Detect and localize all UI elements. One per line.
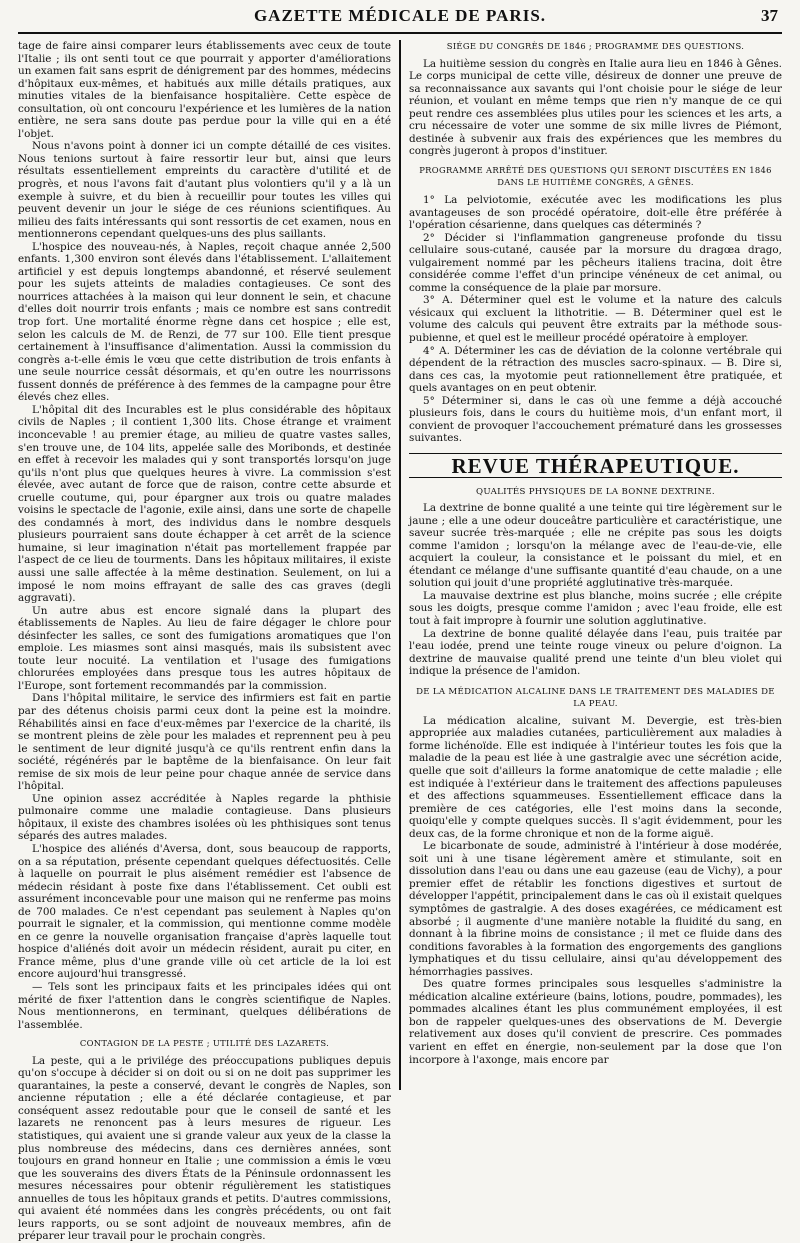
paragraph: — Tels sont les principaux faits et les principales idées qui ont mérité de fixer l'attention dans le congrès scientifique de Naples. Nous mentionnerons, en terminant, quelques délibérations de l'assemblée. xyxy=(18,981,392,1031)
masthead xyxy=(18,4,782,34)
question-item: 1° La pelviotomie, exécutée avec les modifications les plus avantageuses de son procédé opératoire, doit-elle être préférée à l'opération césarienne, dans quelques cas déterminés ? xyxy=(408,194,782,232)
paragraph: Un autre abus est encore signalé dans la plupart des établissements de Naples. Au lieu de faire dégager le chlore pour désinfecter les salles, ce sont des fumigations aromatiques que l'on emploie. Les miasmes sont ainsi masqués, mais ils subsistent avec toute leur nocuité. La ventilation et l'usage des fumigations chlorurées employées dans presque tous les autres hôpitaux de l'Europe, sont fortement recommandés par la commission. xyxy=(18,604,392,692)
page-number: 37 xyxy=(761,6,778,25)
question-item: 4° A. Déterminer les cas de déviation de la colonne vertébrale qui dépendent de la rétraction des muscles sacro-spinaux. — B. Dire si, dans ces cas, la myotomie peut rationnellement être pratiquée, et quels avantages on en peut obtenir. xyxy=(408,344,782,395)
paragraph: La médication alcaline, suivant M. Devergie, est très-bien appropriée aux maladies cutanées, particulièrement aux maladies à forme lichénoïde. Elle est indiquée à l'intérieur toutes les fois que la maladie de la peau est liée à une gastralgie avec une sécrétion acide, quelle que soit d'ailleurs la forme anatomique de cette maladie ; elle est indiquée à l'extérieur dans le traitement des affections papuleuses et des affections squammeuses. Essentiellement efficace dans la première de ces catégories, elle l'est moins dans la seconde, quoiqu'elle y compte quelques succès. Il s'agit évidemment, pour les deux cas, de la forme chronique et non de la forme aiguë. xyxy=(408,714,782,840)
paragraph: L'hôpital dit des Incurables est le plus considérable des hôpitaux civils de Naples ; il contient 1,300 lits. Chose étrange et vraiment inconcevable ! au premier étage, au milieu de quatre vastes salles, s'en trouve une, de 104 lits, appelée salle des Moribonds, et destinée en effet à recevoir les malades qui y sont transportés lorsqu'on juge qu'ils n'ont plus que quelques heures à vivre. La commission s'est élevée, avec autant de force que de raison, contre cette absurde et cruelle coutume, qui, pour épargner aux trois ou quatre malades voisins le spectacle de l'agonie, exile ainsi, dans une sorte de chapelle des condamnés à mort, des individus dans le nombre desquels plusieurs pourraient sans doute échapper à cet arrêt de la science humaine, si leur imagination n'était pas mortellement frappée par l'aspect de ce lieu de tourments. Dans les hôpitaux militaires, il existe aussi une salle affectée à la même destination. Seulement, on lui a imposé le nom moins effrayant de salle des cas graves (degli aggravati). xyxy=(18,403,392,605)
paragraph: Dans l'hôpital militaire, le service des infirmiers est fait en partie par des détenus choisis parmi ceux dont la peine est la moindre. Réhabilités ainsi en face d'eux-mêmes par l'exercice de la charité, ils se montrent pleins de zèle pour les malades et reprennent peu à peu le sentiment de leur dignité jusqu'à ce qu'ils rentrent enfin dans la société, régénérés par le baptême de la bienfaisance. On leur fait remise de six mois de leur peine pour chaque année de service dans l'hôpital. xyxy=(18,692,392,793)
question-item: 2° Décider si l'inflammation gangreneuse profonde du tissu cellulaire sous-cutané, causée par la morsure du dragœa drago, vulgairement nommé par les pêcheurs italiens tracina, doit être considérée comme l'effet d'un principe vénéneux de cet animal, ou comme la conséquence de la plaie par morsure. xyxy=(408,231,782,294)
paragraph: Nous n'avons point à donner ici un compte détaillé de ces visites. Nous tenions surtout à faire ressortir leur but, ainsi que leurs résultats essentiellement empreints du caractère d'utilité et de progrès, et nous l'avons fait d'autant plus volontiers qu'il y a là un exemple à suivre, et du bien à recueillir pour toutes les villes qui peuvent devenir un jour le siége de ces réunions scientifiques. Au milieu des faits intéressants qui sont ressortis de cet examen, nous en mentionnerons cependant quelques-uns des plus saillants. xyxy=(18,140,392,241)
paragraph: tage de faire ainsi comparer leurs établissements avec ceux de toute l'Italie ; ils ont senti tout ce que pourrait y apporter d'améliorations un examen fait sans esprit de dénigrement par des hommes, médecins d'hôpitaux eux-mêmes, et habitués aux mille détails pratiques, aux minuties vitales de la bienfaisance hospitalière. Cette espèce de consultation, où ont concouru l'expérience et les lumières de la nation entière, ne sera sans doute pas perdue pour la ville qui en a été l'objet. xyxy=(18,40,392,140)
paragraph: Le bicarbonate de soude, administré à l'intérieur à dose modérée, soit uni à une tisane légèrement amère et stimulante, soit en dissolution dans l'eau ou dans une eau gazeuse (eau de Vichy), a pour premier effet de rétablir les fonctions digestives et surtout de développer l'appétit, principalement dans le cas où il existait quelques symptômes de gastralgie. A des doses exagérées, ce médicament est absorbé ; il augmente d'une manière notable la fluidité du sang, en donnant à la fibrine moins de consistance ; il met ce fluide dans des conditions favorables à la formation des engorgements des ganglions lymphatiques et du tissu cellulaire, ainsi qu'au développement des hémorrhagies passives. xyxy=(408,840,782,978)
paragraph: L'hospice des nouveau-nés, à Naples, reçoit chaque année 2,500 enfants. 1,300 environ sont élevés dans l'établissement. L'allaitement artificiel y est depuis longtemps abandonné, et réservé seulement pour les sujets atteints de maladies contagieuses. Ce sont des nourrices attachées à la maison qui leur donnent le sein, et chacune d'elles doit nourrir trois enfants ; mais ce nombre est sans contredit trop fort. Une mortalité énorme règne dans cet hospice ; elle est, selon les calculs de M. de Renzi, de 77 sur 100. Elle tient presque certainement à l'insuffisance d'alimentation. Aussi la commission du congrès a-t-elle émis le vœu que cette distribution de trois enfants à une seule nourrice cessât désormais, et qu'en outre les nourrissons fussent donnés de préférence à des femmes de la campagne pour être élevés chez elles. xyxy=(18,240,392,404)
question-item: 5° Déterminer si, dans le cas où une femme a déjà accouché plusieurs fois, dans le cours du huitième mois, d'un enfant mort, il convient de provoquer l'accouchement prématuré dans les grossesses suivantes. xyxy=(408,394,782,445)
paragraph: Une opinion assez accréditée à Naples regarde la phthisie pulmonaire comme une maladie contagieuse. Dans plusieurs hôpitaux, il existe des chambres isolées où les phthisiques sont tenus séparés des autres malades. xyxy=(18,792,392,843)
paragraph: La dextrine de bonne qualité a une teinte qui tire légèrement sur le jaune ; elle a une odeur douceâtre particulière et caractéristique, une saveur sucrée très-marquée ; elle ne crépite pas sous les doigts comme l'amidon ; lorsqu'on la mélange avec de l'eau-de-vie, elle acquiert la couleur, la consistance et le poissant du miel, et en étendant ce mélange d'une suffisante quantité d'eau chaude, on a une solution qui jouit d'une propriété agglutinative très-marquée. xyxy=(408,502,782,590)
paragraph: La mauvaise dextrine est plus blanche, moins sucrée ; elle crépite sous les doigts, presque comme l'amidon ; avec l'eau froide, elle est tout à fait impropre à fournir une solution agglutinative. xyxy=(408,589,782,627)
question-item: 3° A. Déterminer quel est le volume et la nature des calculs vésicaux qui excluent la lithotritie. — B. Déterminer quel est le volume des calculs qui peuvent être extraits par la méthode sous-pubienne, et quel est le meilleur procédé opératoire à employer. xyxy=(408,294,782,345)
revue-therapeutique-title: REVUE THÉRAPEUTIQUE. xyxy=(451,453,740,478)
section-heading-congress: SIÉGE DU CONGRÈS DE 1846 ; PROGRAMME DES QUESTIONS. xyxy=(446,41,745,51)
section-heading-dextrine: QUALITÉS PHYSIQUES DE LA BONNE DEXTRINE. xyxy=(476,486,715,497)
paragraph: La dextrine de bonne qualité délayée dans l'eau, puis traitée par l'eau iodée, prend une teinte rouge vineux ou pelure d'oignon. La dextrine de mauvaise qualité prend une teinte d'un bleu violet qui indique la présence de l'amidon. xyxy=(408,627,782,678)
right-column xyxy=(401,40,782,1090)
paragraph: Des quatre formes principales sous lesquelles s'administre la médication alcaline extérieure (bains, lotions, poudre, pommades), les pommades alcalines étant les plus communément employées, il est bon de rappeler quelques-unes des observations de M. Devergie relativement aux doses qu'il convient de prescrire. Ces pommades varient en effet en énergie, non-seulement par la dose que l'on incorpore à l'axonge, mais encore par xyxy=(408,978,782,1066)
paragraph: La peste, qui a le privilége des préoccupations publiques depuis qu'on s'occupe à décider si on doit ou si on ne doit pas supprimer les quarantaines, la peste a conservé, devant le congrès de Naples, son ancienne réputation ; elle a été déclarée contagieuse, et par conséquent assez redoutable pour que le conseil de santé et les lazarets ne renoncent pas à leurs mesures de rigueur. Les statistiques, qui avaient une si grande valeur aux yeux de la classe la plus nombreuse des médecins, dans ces dernières années, sont toujours en grand honneur en Italie ; une commission a émis le vœu que les souverains des divers États de la Péninsule ordonnassent les mesures nécessaires pour obtenir régulièrement les statistiques annuelles de tous les hôpitaux grands et petits. D'autres commissions, qui avaient été nommées dans les congrès précédents, ou ont fait leurs rapports, ou se sont adjoint de nouveaux membres, afin de préparer leur travail pour le prochain congrès. xyxy=(18,1054,392,1243)
section-heading-program: PROGRAMME ARRÊTÉ DES QUESTIONS QUI SERONT DISCUTÉES EN 1846 DANS LE HUITIÈME CONGRÈS, A GÊNES. xyxy=(419,164,772,188)
left-column xyxy=(18,40,399,1243)
paragraph: L'hospice des aliénés d'Aversa, dont, sous beaucoup de rapports, on a sa réputation, présente cependant quelques défectuosités. Celle à laquelle on pourrait le plus aisément remédier est l'absence de médecin résidant à poste fixe dans l'établissement. Cet oubli est assurément inconcevable pour une maison qui ne renferme pas moins de 700 malades. Ce n'est cependant pas seulement à Naples qu'on pourrait le signaler, et la commission, qui mentionne comme modèle en ce genre la nouvelle organisation française d'après laquelle tout hospice d'aliénés doit avoir un médecin résident, aurait pu citer, en France même, plus d'une grande ville où cet article de la loi est encore aujourd'hui transgressé. xyxy=(18,843,392,981)
paragraph: La huitième session du congrès en Italie aura lieu en 1846 à Gênes. Le corps municipal de cette ville, désireux de donner une preuve de sa reconnaissance aux savants qui l'ont choisie pour le siége de leur réunion, et voulant en même temps que rien n'y manque de ce qui peut rendre ces assemblées plus utiles pour les sciences et les arts, a cru nécessaire de voter une somme de six mille livres de Piémont, destinée à subvenir aux frais des expériences que les membres du congrès jugeront à propos d'instituer. xyxy=(408,57,782,158)
two-column-body xyxy=(18,40,782,1243)
section-heading-alcaline: DE LA MÉDICATION ALCALINE DANS LE TRAITEMENT DES MALADIES DE LA PEAU. xyxy=(416,686,775,710)
journal-title: GAZETTE MÉDICALE DE PARIS. xyxy=(253,6,547,25)
section-heading-contagion: CONTAGION DE LA PESTE ; UTILITÉ DES LAZARETS. xyxy=(79,1038,330,1049)
